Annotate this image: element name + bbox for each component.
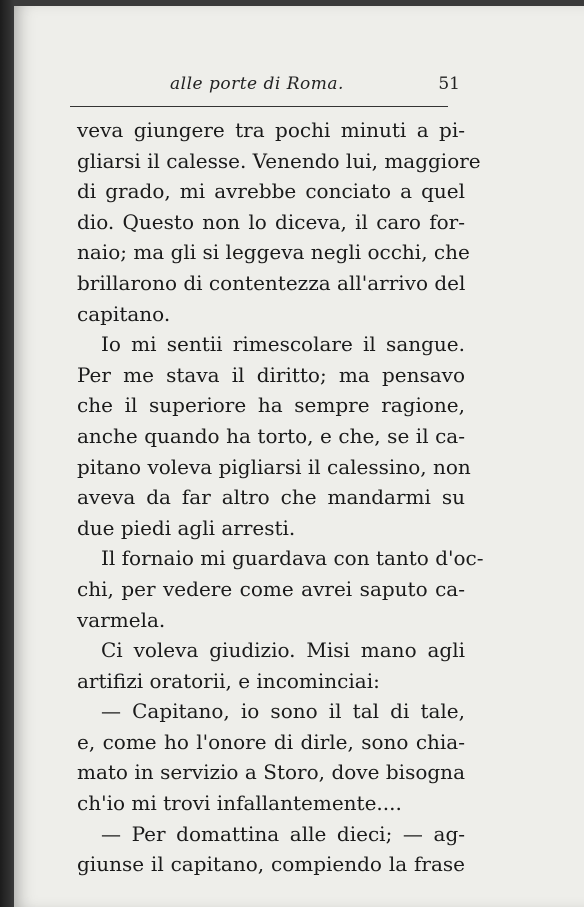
text-line: mato in servizio a Storo, dove bisogna <box>77 760 465 785</box>
text-line: anche quando ha torto, e che, se il ca- <box>77 423 465 448</box>
text-line: veva giungere tra pochi minuti a pi- <box>77 118 465 142</box>
body-text <box>77 115 484 880</box>
page-number: 51 <box>438 74 460 94</box>
text-line: due piedi agli arresti. <box>77 515 296 540</box>
text-line: ch'io mi trovi infallantemente.... <box>77 791 402 816</box>
text-line: artifizi oratorii, e incominciai: <box>77 668 380 693</box>
header-rule <box>70 106 448 107</box>
text-line: giunse il capitano, compiendo la frase <box>77 852 465 877</box>
text-line: che il superiore ha sempre ragione, <box>77 393 465 418</box>
text-line: Ci voleva giudizio. Misi mano agli <box>101 638 465 663</box>
text-line: Il fornaio mi guardava con tanto d'oc- <box>101 546 484 571</box>
text-line: pitano voleva pigliarsi il calessino, non <box>77 454 471 479</box>
text-line: varmela. <box>77 607 166 632</box>
book-binding-shadow <box>0 0 14 907</box>
text-line: Per me stava il diritto; ma pensavo <box>77 362 465 387</box>
text-line: — Capitano, io sono il tal di tale, <box>101 699 465 724</box>
running-title: alle porte di Roma. <box>170 74 344 94</box>
text-line: capitano. <box>77 301 171 326</box>
running-head <box>70 74 460 98</box>
text-line: Io mi sentii rimescolare il sangue. <box>101 332 465 357</box>
text-line: brillarono di contentezza all'arrivo del <box>77 270 466 295</box>
text-line: dio. Questo non lo diceva, il caro for- <box>77 209 465 234</box>
text-line: naio; ma gli si leggeva negli occhi, che <box>77 240 470 265</box>
text-line: e, come ho l'onore di dirle, sono chia- <box>77 729 465 754</box>
text-line: aveva da far altro che mandarmi su <box>77 485 465 510</box>
text-line: — Per domattina alle dieci; — ag- <box>101 821 465 846</box>
text-line: di grado, mi avrebbe conciato a quel <box>77 179 465 204</box>
text-line: gliarsi il calesse. Venendo lui, maggiore <box>77 148 481 173</box>
text-line: chi, per vedere come avrei saputo ca- <box>77 576 465 601</box>
